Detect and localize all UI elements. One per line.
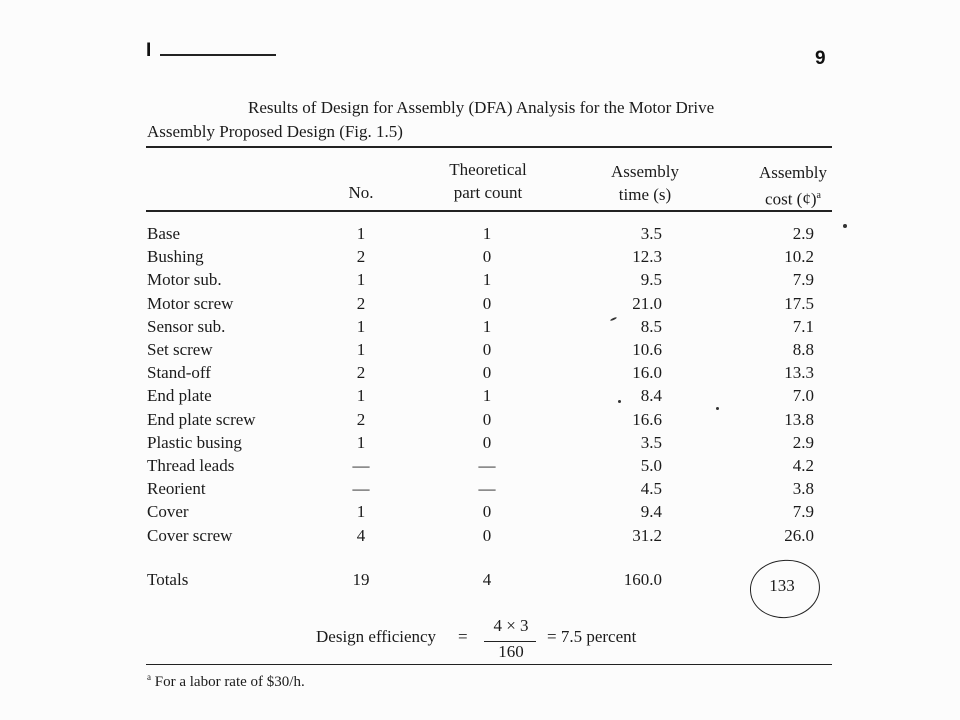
cell-cost: 2.9 — [792, 224, 814, 243]
scan-speck — [843, 224, 847, 228]
table-row — [0, 317, 960, 340]
cell-tpc: 0 — [482, 432, 492, 452]
cell-no: 2 — [356, 409, 366, 429]
cell-no: 1 — [356, 386, 366, 406]
cell-name: Motor screw — [147, 293, 234, 313]
header-cost-line-2-text: cost (¢) — [765, 189, 817, 209]
cell-time: 16.6 — [632, 409, 662, 429]
header-cost-footnote-mark: a — [816, 190, 821, 201]
cell-cost: 7.0 — [792, 386, 814, 406]
cell-name: Set screw — [147, 340, 213, 359]
cell-tpc: 1 — [482, 270, 492, 290]
cell-tpc: 0 — [482, 340, 492, 359]
cell-cost: 17.5 — [784, 293, 814, 313]
header-rule — [146, 210, 832, 212]
cell-tpc: 0 — [482, 363, 492, 383]
cell-no: 1 — [356, 224, 366, 243]
efficiency-equals: = — [458, 627, 468, 646]
footnote-mark: a — [147, 672, 151, 682]
cell-time: 12.3 — [632, 247, 662, 267]
table-row — [0, 433, 960, 456]
table-row — [0, 410, 960, 433]
caption-line-2: Assembly Proposed Design (Fig. 1.5) — [147, 122, 403, 141]
efficiency-denominator: 160 — [498, 642, 524, 661]
table-row — [0, 479, 960, 502]
footnote — [147, 672, 305, 691]
table-row — [0, 247, 960, 270]
cell-tpc: — — [478, 479, 496, 499]
totals-cost: 133 — [769, 576, 795, 595]
footnote-text: For a labor rate of $30/h. — [154, 674, 305, 690]
table-row — [0, 386, 960, 409]
cell-cost: 13.8 — [784, 409, 814, 429]
cell-time: 8.4 — [640, 386, 662, 406]
cell-no: 2 — [356, 247, 366, 267]
handwritten-circle-annotation — [748, 558, 822, 621]
running-head — [146, 40, 276, 60]
cell-tpc: 0 — [482, 525, 492, 545]
table-row — [0, 294, 960, 317]
efficiency-numerator: 4 × 3 — [493, 616, 529, 635]
cell-no: 1 — [356, 340, 366, 359]
cell-no: 1 — [356, 316, 366, 336]
cell-time: 3.5 — [640, 432, 662, 452]
cell-cost: 8.8 — [792, 340, 814, 359]
cell-no: 4 — [356, 525, 366, 545]
header-tpc-line-1: Theoretical — [449, 160, 527, 179]
cell-no: 1 — [356, 432, 366, 452]
cell-cost: 7.9 — [792, 502, 814, 522]
bottom-rule — [146, 664, 832, 665]
header-no: No. — [348, 183, 374, 202]
cell-tpc: 0 — [482, 293, 492, 313]
cell-time: 5.0 — [640, 456, 662, 475]
running-head-text: I — [146, 40, 153, 60]
running-head-cutoff — [160, 50, 276, 60]
cell-time: 16.0 — [632, 363, 662, 383]
cell-tpc: 0 — [482, 247, 492, 267]
cell-cost: 2.9 — [792, 432, 814, 452]
cell-tpc: 1 — [482, 386, 492, 406]
cell-time: 8.5 — [640, 316, 662, 336]
table-row — [0, 502, 960, 525]
cell-time: 10.6 — [632, 340, 662, 359]
header-time-line-1: Assembly — [611, 162, 679, 181]
totals-label: Totals — [147, 570, 189, 589]
header-theoretical-part-count — [433, 158, 543, 204]
cell-tpc: 1 — [482, 316, 492, 336]
cell-name: Thread leads — [147, 456, 235, 475]
cell-cost: 3.8 — [792, 479, 814, 499]
scan-speck — [618, 400, 621, 403]
cell-no: 1 — [356, 270, 366, 290]
cell-no: 2 — [356, 363, 366, 383]
cell-name: Bushing — [147, 247, 204, 267]
cell-name: Stand-off — [147, 363, 211, 383]
efficiency-label: Design efficiency — [316, 627, 437, 646]
page-number: 9 — [815, 48, 826, 69]
efficiency-result: = 7.5 percent — [547, 627, 637, 646]
cell-name: Sensor sub. — [147, 316, 226, 336]
cell-name: Base — [147, 224, 181, 243]
cell-no: 2 — [356, 293, 366, 313]
cell-tpc: — — [478, 456, 496, 475]
cell-time: 4.5 — [640, 479, 662, 499]
cell-name: End plate — [147, 386, 212, 406]
cell-name: Plastic busing — [147, 432, 242, 452]
header-assembly-time — [590, 160, 700, 206]
header-time-line-2: time (s) — [618, 185, 672, 204]
cell-cost: 26.0 — [784, 525, 814, 545]
cell-tpc: 0 — [482, 409, 492, 429]
cell-name: Motor sub. — [147, 270, 222, 290]
cell-time: 9.5 — [640, 270, 662, 290]
totals-time: 160.0 — [623, 570, 662, 589]
cell-name: Reorient — [147, 479, 206, 499]
cell-cost: 7.1 — [792, 316, 814, 336]
table-caption — [147, 96, 837, 144]
cell-name: End plate screw — [147, 409, 256, 429]
cell-cost: 10.2 — [784, 247, 814, 267]
cell-cost: 13.3 — [784, 363, 814, 383]
cell-cost: 4.2 — [792, 456, 814, 475]
header-tpc-line-2: part count — [453, 183, 523, 202]
table-row — [0, 340, 960, 363]
caption-line-1: Results of Design for Assembly (DFA) Analysis for the Motor Drive — [248, 98, 715, 117]
cell-time: 3.5 — [640, 224, 662, 243]
totals-tpc: 4 — [482, 570, 492, 589]
header-assembly-cost — [738, 161, 848, 211]
cell-no: — — [352, 456, 370, 475]
header-cost-line-2 — [738, 184, 848, 211]
cell-name: Cover — [147, 502, 189, 522]
cell-time: 21.0 — [632, 293, 662, 313]
cell-no: — — [352, 479, 370, 499]
scan-speck — [716, 407, 719, 410]
cell-no: 1 — [356, 502, 366, 522]
cell-name: Cover screw — [147, 525, 233, 545]
table-row — [0, 456, 960, 479]
table-row — [0, 270, 960, 293]
header-cost-line-1: Assembly — [759, 163, 827, 182]
cell-tpc: 1 — [482, 224, 492, 243]
table-row — [0, 224, 960, 247]
totals-no: 19 — [352, 570, 370, 589]
table-row — [0, 363, 960, 386]
cell-time: 31.2 — [632, 525, 662, 545]
cell-time: 9.4 — [640, 502, 662, 522]
cell-cost: 7.9 — [792, 270, 814, 290]
table-row — [0, 526, 960, 549]
cell-tpc: 0 — [482, 502, 492, 522]
top-rule — [146, 146, 832, 148]
